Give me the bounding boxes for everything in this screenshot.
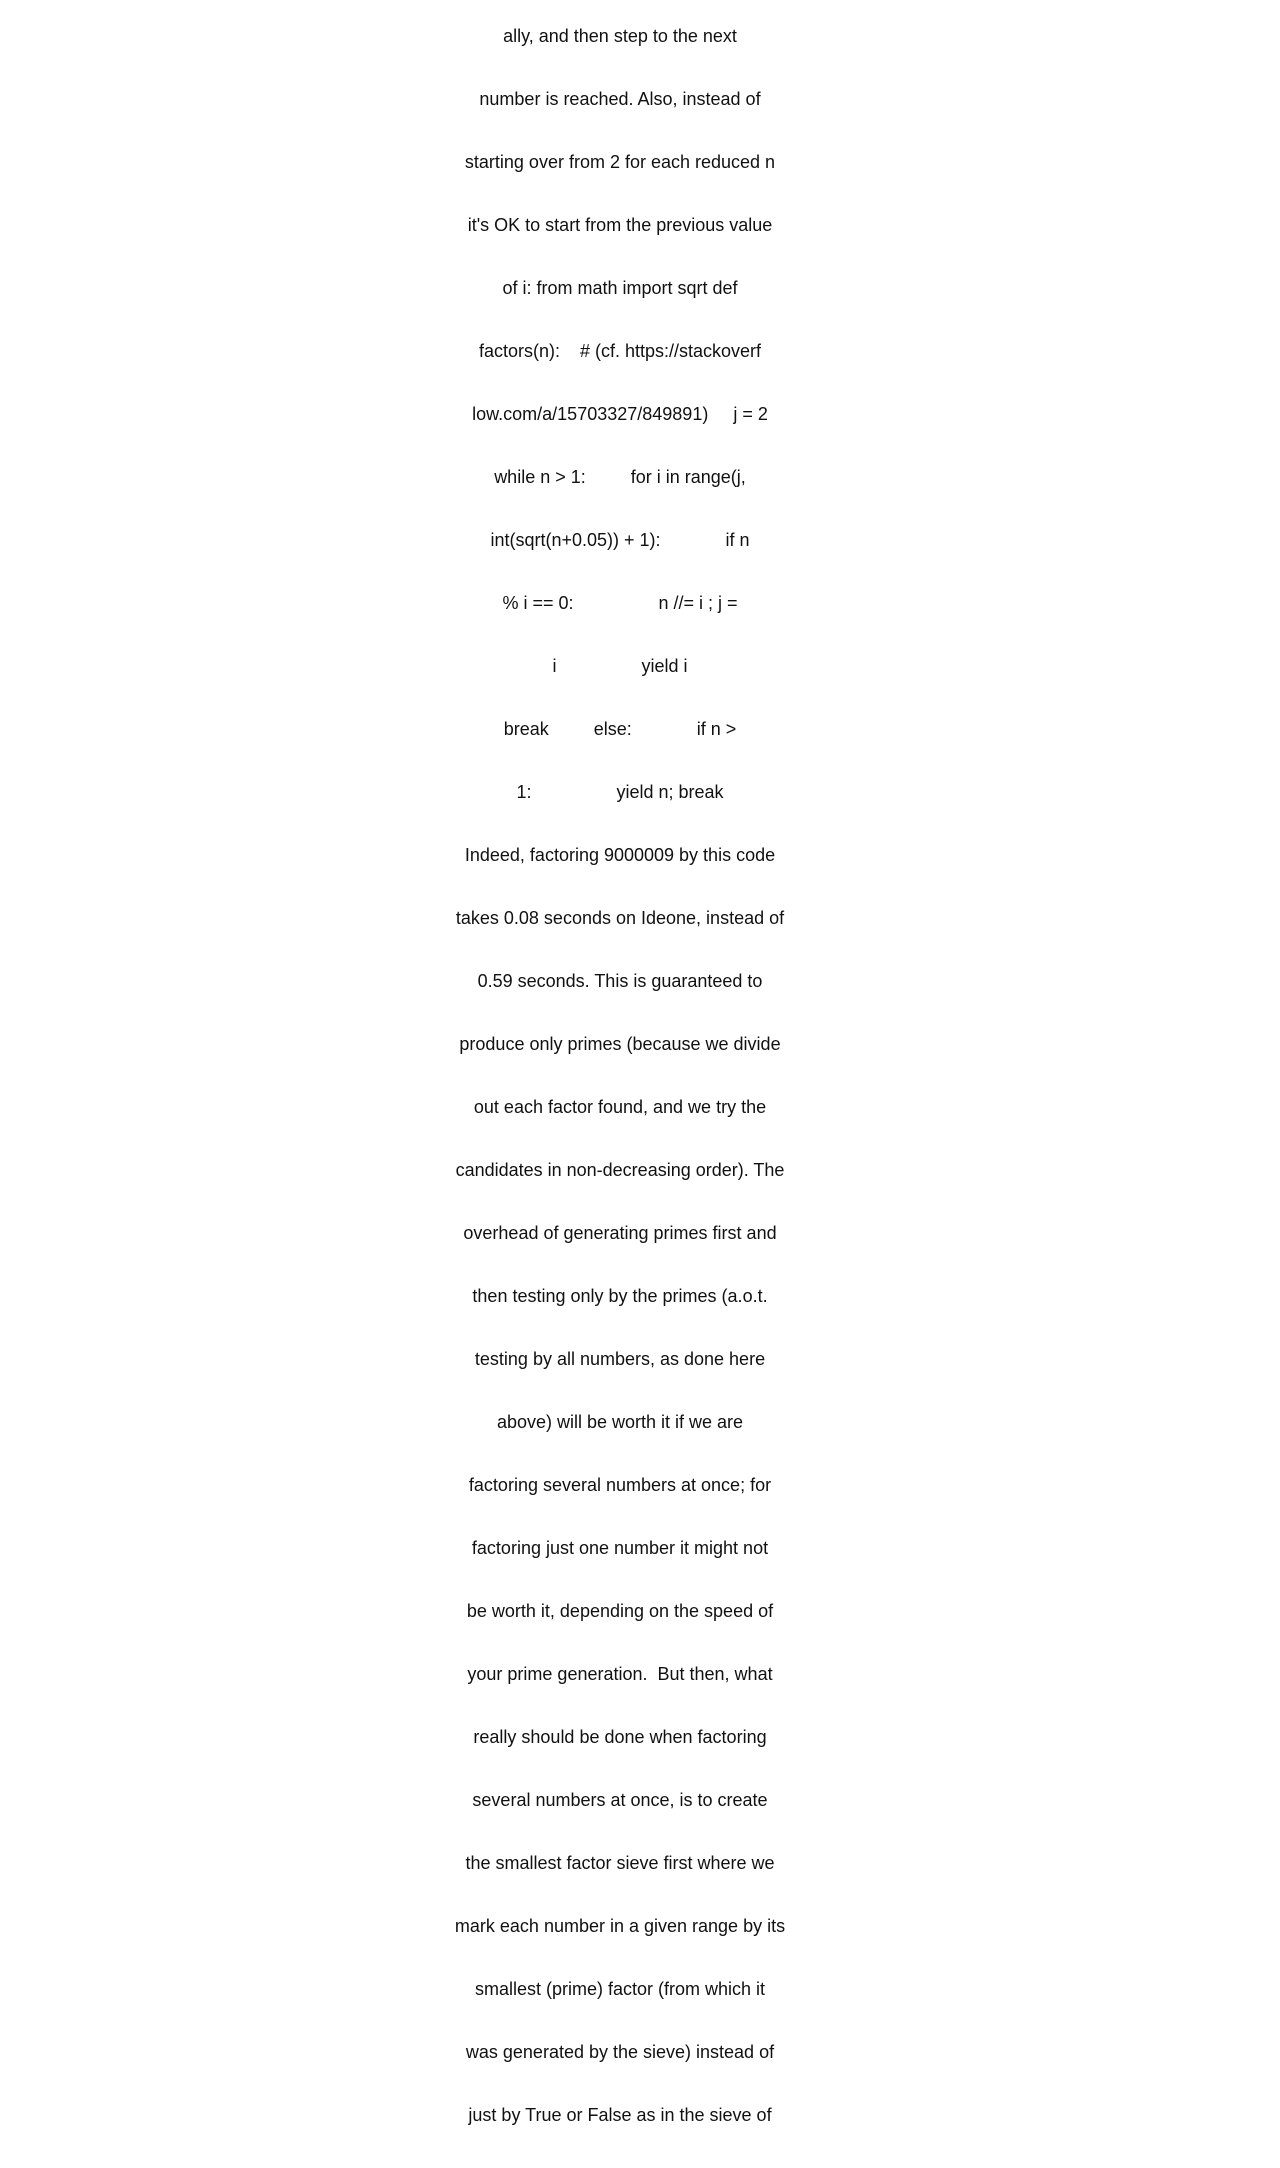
text-line: just by True or False as in the sieve of: [468, 2105, 772, 2125]
text-line: factoring several numbers at once; for: [468, 1475, 772, 1495]
text-line: the smallest factor sieve first where we: [465, 1853, 775, 1873]
text-line: factoring just one number it might not: [471, 1538, 769, 1558]
text-line: then testing only by the primes (a.o.t.: [472, 1286, 768, 1306]
text-line: starting over from 2 for each reduced n: [464, 152, 776, 172]
text-line: mark each number in a given range by its: [454, 1916, 786, 1936]
text-line: while n > 1: for i in range(j,: [494, 467, 746, 487]
text-line: % i == 0: n //= i ; j =: [502, 593, 738, 613]
text-line: overhead of generating primes first and: [463, 1223, 777, 1243]
document-text-column: [440, 0, 800, 2168]
text-line: produce only primes (because we divide: [459, 1034, 781, 1054]
text-line: smallest (prime) factor (from which it: [474, 1979, 766, 1999]
text-line: out each factor found, and we try the: [473, 1097, 767, 1117]
text-line: low.com/a/15703327/849891) j = 2: [472, 404, 768, 424]
text-line: ally, and then step to the next: [503, 26, 737, 46]
text-line: it's OK to start from the previous value: [467, 215, 773, 235]
text-line: several numbers at once, is to create: [472, 1790, 768, 1810]
text-line: testing by all numbers, as done here: [474, 1349, 766, 1369]
text-line: be worth it, depending on the speed of: [466, 1601, 774, 1621]
text-line: factors(n): # (cf. https://stackoverf: [478, 341, 762, 361]
text-line: int(sqrt(n+0.05)) + 1): if n: [490, 530, 750, 550]
text-line: i yield i: [552, 656, 688, 676]
text-line: above) will be worth it if we are: [496, 1412, 744, 1432]
text-line: 1: yield n; break: [516, 782, 724, 802]
text-line: your prime generation. But then, what: [467, 1664, 773, 1684]
text-line: really should be done when factoring: [473, 1727, 767, 1747]
text-line: takes 0.08 seconds on Ideone, instead of: [455, 908, 785, 928]
text-line: number is reached. Also, instead of: [479, 89, 761, 109]
text-line: 0.59 seconds. This is guaranteed to: [477, 971, 763, 991]
text-line: break else: if n >: [503, 719, 737, 739]
text-line: of i: from math import sqrt def: [502, 278, 738, 298]
text-line: candidates in non-decreasing order). The: [455, 1160, 785, 1180]
text-line: Indeed, factoring 9000009 by this code: [464, 845, 776, 865]
text-line: was generated by the sieve) instead of: [465, 2042, 775, 2062]
